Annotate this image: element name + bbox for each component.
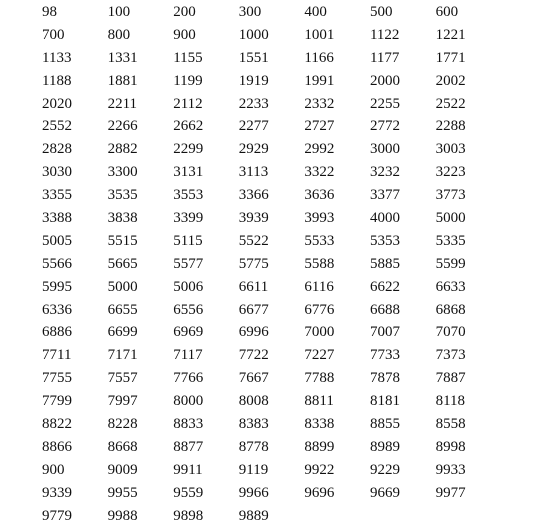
number-row — [42, 390, 501, 413]
number-cell: 6996 — [238, 324, 269, 341]
number-row — [42, 436, 501, 459]
number-cell: 1122 — [369, 26, 400, 43]
number-cell: 8008 — [238, 393, 269, 410]
number-cell: 5599 — [435, 255, 466, 272]
number-cell: 600 — [435, 4, 459, 20]
number-cell: 8338 — [304, 416, 335, 433]
number-cell: 7557 — [107, 370, 138, 387]
number-cell: 3223 — [435, 164, 466, 181]
number-cell: 6688 — [369, 301, 400, 318]
number-cell: 1000 — [238, 26, 269, 43]
number-row — [42, 115, 501, 138]
number-cell: 1177 — [369, 49, 400, 66]
number-cell: 1133 — [42, 49, 72, 66]
number-row — [42, 24, 501, 47]
number-cell: 7711 — [42, 347, 72, 364]
number-cell: 9559 — [173, 484, 204, 501]
number-cell: 6633 — [435, 278, 466, 295]
number-cell: 8822 — [42, 416, 72, 433]
number-row — [42, 138, 501, 161]
number-cell: 1991 — [304, 72, 335, 89]
number-cell: 3939 — [238, 210, 269, 227]
number-cell: 2552 — [42, 118, 72, 135]
number-cell: 2288 — [435, 118, 466, 135]
number-cell: 6776 — [304, 301, 335, 318]
number-cell: 8118 — [435, 393, 466, 410]
number-cell: 3131 — [173, 164, 204, 181]
number-cell: 9933 — [435, 461, 466, 478]
number-cell: 7755 — [42, 370, 72, 387]
number-cell: 1199 — [173, 72, 203, 89]
number-cell: 9339 — [42, 484, 72, 501]
number-cell: 1166 — [304, 49, 334, 66]
number-cell: 3322 — [304, 164, 335, 181]
number-cell: 98 — [42, 4, 57, 20]
number-cell: 6886 — [42, 324, 72, 341]
number-cell: 7000 — [304, 324, 335, 341]
number-cell: 2992 — [304, 141, 335, 158]
number-cell: 9966 — [238, 484, 269, 501]
number-row — [42, 70, 501, 93]
number-cell: 1919 — [238, 72, 269, 89]
number-cell: 3366 — [238, 187, 269, 204]
number-cell: 2000 — [369, 72, 400, 89]
number-cell: 5515 — [107, 232, 138, 249]
number-cell: 900 — [173, 26, 196, 43]
number-cell: 2522 — [435, 95, 466, 112]
number-cell: 8811 — [304, 393, 334, 410]
number-cell: 3388 — [42, 210, 72, 227]
number-cell: 3773 — [435, 187, 466, 204]
number-cell: 7887 — [435, 370, 466, 387]
number-cell: 8877 — [173, 438, 204, 455]
number-cell: 300 — [238, 4, 262, 20]
number-cell: 1331 — [107, 49, 138, 66]
number-cell: 700 — [42, 26, 65, 43]
number-cell: 3993 — [304, 210, 335, 227]
number-cell: 6556 — [173, 301, 204, 318]
number-cell: 5775 — [238, 255, 269, 272]
number-cell: 7878 — [369, 370, 400, 387]
number-cell: 2662 — [173, 118, 204, 135]
number-cell: 1001 — [304, 26, 335, 43]
number-cell: 9988 — [107, 507, 138, 524]
number-row — [42, 459, 501, 482]
number-cell: 5522 — [238, 232, 269, 249]
number-row — [42, 207, 501, 230]
number-cell: 3399 — [173, 210, 204, 227]
number-cell: 6336 — [42, 301, 72, 318]
number-cell: 6655 — [107, 301, 138, 318]
number-cell: 5665 — [107, 255, 138, 272]
number-cell: 800 — [107, 26, 131, 43]
number-cell: 9911 — [173, 461, 203, 478]
number-cell: 1188 — [42, 72, 72, 89]
number-cell: 9669 — [369, 484, 400, 501]
number-cell: 7070 — [435, 324, 466, 341]
number-cell: 5885 — [369, 255, 400, 272]
number-cell: 5533 — [304, 232, 335, 249]
number-cell: 3377 — [369, 187, 400, 204]
number-cell: 8866 — [42, 438, 72, 455]
number-cell: 2233 — [238, 95, 269, 112]
number-cell: 9119 — [238, 461, 269, 478]
number-cell: 8899 — [304, 438, 335, 455]
number-cell: 6622 — [369, 278, 400, 295]
number-cell: 7799 — [42, 393, 72, 410]
number-cell: 7171 — [107, 347, 138, 364]
number-cell: 400 — [304, 4, 327, 20]
number-cell: 6677 — [238, 301, 269, 318]
number-cell: 6969 — [173, 324, 204, 341]
number-row — [42, 1, 501, 24]
number-cell: 500 — [369, 4, 393, 20]
number-row — [42, 230, 501, 253]
number-row — [42, 93, 501, 116]
number-cell: 7117 — [173, 347, 203, 364]
number-cell: 5335 — [435, 232, 466, 249]
number-cell: 6868 — [435, 301, 466, 318]
number-cell: 8383 — [238, 416, 269, 433]
number-row — [42, 321, 501, 344]
number-row — [42, 299, 501, 322]
number-cell: 3838 — [107, 210, 138, 227]
number-cell: 2002 — [435, 72, 466, 89]
number-cell: 5566 — [42, 255, 72, 272]
number-cell: 3553 — [173, 187, 204, 204]
number-cell: 9898 — [173, 507, 204, 524]
number-cell: 8998 — [435, 438, 466, 455]
number-cell: 9889 — [238, 507, 269, 524]
number-cell: 2299 — [173, 141, 204, 158]
number-cell: 9229 — [369, 461, 400, 478]
number-cell: 3636 — [304, 187, 335, 204]
number-cell: 200 — [173, 4, 196, 20]
number-cell: 7766 — [173, 370, 204, 387]
number-cell: 5006 — [173, 278, 204, 295]
number-cell: 2277 — [238, 118, 269, 135]
number-cell: 3003 — [435, 141, 466, 158]
number-cell: 2332 — [304, 95, 335, 112]
number-cell: 2266 — [107, 118, 138, 135]
number-cell: 3535 — [107, 187, 138, 204]
number-cell: 2020 — [42, 95, 72, 112]
number-cell: 1551 — [238, 49, 269, 66]
number-cell: 5588 — [304, 255, 335, 272]
number-cell: 100 — [107, 4, 131, 20]
number-cell: 8855 — [369, 416, 400, 433]
number-cell: 1155 — [173, 49, 203, 66]
number-cell: 8228 — [107, 416, 138, 433]
number-cell: 2772 — [369, 118, 400, 135]
number-cell: 2255 — [369, 95, 400, 112]
number-cell: 1771 — [435, 49, 466, 66]
number-cell: 9009 — [107, 461, 138, 478]
number-cell: 3030 — [42, 164, 72, 181]
number-cell: 5115 — [173, 232, 203, 249]
number-cell: 9955 — [107, 484, 138, 501]
number-cell: 7722 — [238, 347, 269, 364]
number-cell: 5005 — [42, 232, 72, 249]
number-row — [42, 482, 501, 505]
number-cell: 8558 — [435, 416, 466, 433]
number-cell: 3300 — [107, 164, 138, 181]
number-cell: 9922 — [304, 461, 335, 478]
number-cell: 3355 — [42, 187, 72, 204]
number-row — [42, 413, 501, 436]
number-cell: 8181 — [369, 393, 400, 410]
number-cell: 9779 — [42, 507, 72, 524]
number-cell: 8833 — [173, 416, 204, 433]
number-row — [42, 184, 501, 207]
number-cell: 7373 — [435, 347, 466, 364]
number-cell: 8778 — [238, 438, 269, 455]
number-row — [42, 344, 501, 367]
number-cell: 5577 — [173, 255, 204, 272]
number-grid — [42, 1, 501, 527]
number-cell: 7007 — [369, 324, 400, 341]
number-cell: 7997 — [107, 393, 138, 410]
number-cell: 3000 — [369, 141, 400, 158]
number-cell: 4000 — [369, 210, 400, 227]
number-cell: 2211 — [107, 95, 138, 112]
number-cell: 6116 — [304, 278, 334, 295]
number-cell: 1881 — [107, 72, 138, 89]
number-cell: 6611 — [238, 278, 269, 295]
number-cell: 3113 — [238, 164, 269, 181]
number-cell: 8000 — [173, 393, 204, 410]
number-cell: 6699 — [107, 324, 138, 341]
number-cell: 5000 — [435, 210, 466, 227]
number-row — [42, 276, 501, 299]
number-cell: 9696 — [304, 484, 335, 501]
number-cell: 9977 — [435, 484, 466, 501]
number-cell: 2727 — [304, 118, 335, 135]
number-cell: 2882 — [107, 141, 138, 158]
number-cell: 7788 — [304, 370, 335, 387]
number-cell: 2828 — [42, 141, 72, 158]
number-cell: 3232 — [369, 164, 400, 181]
number-row — [42, 253, 501, 276]
number-cell: 5353 — [369, 232, 400, 249]
number-cell: 2929 — [238, 141, 269, 158]
number-cell: 5995 — [42, 278, 72, 295]
number-cell: 2112 — [173, 95, 203, 112]
number-cell: 8668 — [107, 438, 138, 455]
number-cell: 7733 — [369, 347, 400, 364]
number-row — [42, 367, 501, 390]
number-cell: 7227 — [304, 347, 335, 364]
number-row — [42, 161, 501, 184]
number-cell: 7667 — [238, 370, 269, 387]
number-cell: 900 — [42, 461, 65, 478]
number-cell: 1221 — [435, 26, 466, 43]
number-row — [42, 47, 501, 70]
number-cell: 5000 — [107, 278, 138, 295]
number-row — [42, 505, 501, 528]
number-cell: 8989 — [369, 438, 400, 455]
